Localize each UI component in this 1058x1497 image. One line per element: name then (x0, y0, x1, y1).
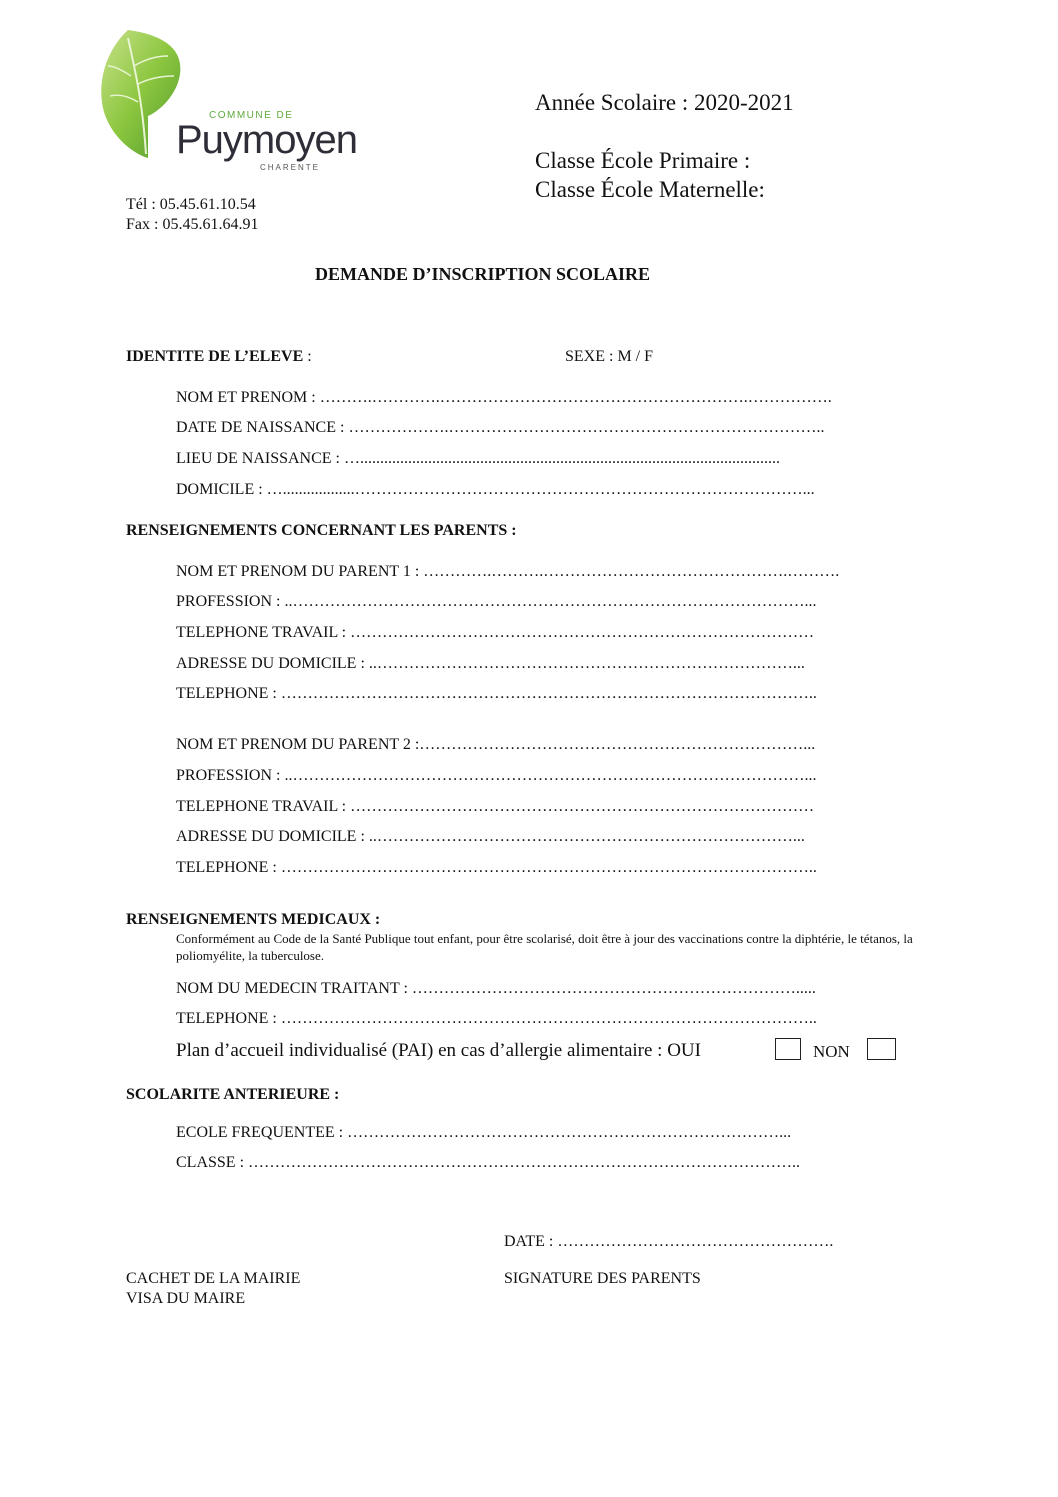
parents-heading: RENSEIGNEMENTS CONCERNANT LES PARENTS : (126, 522, 517, 539)
medical-heading: RENSEIGNEMENTS MEDICAUX : (126, 911, 381, 928)
pai-non-checkbox[interactable] (867, 1038, 896, 1060)
identite-heading-line (126, 348, 312, 366)
signature-parents: SIGNATURE DES PARENTS (504, 1270, 701, 1287)
cachet-mairie: CACHET DE LA MAIRIE (126, 1270, 301, 1287)
ecole-frequentee-field: ECOLE FREQUENTEE : ………………………………………………………………………... (176, 1124, 792, 1141)
classe-maternelle: Classe École Maternelle: (535, 177, 765, 202)
commune-logo (98, 26, 370, 176)
parent1-nom-field: NOM ET PRENOM DU PARENT 1 : ………….……….……………………………………….………. (176, 563, 840, 580)
parent2-tel-travail-field: TELEPHONE TRAVAIL : …………………………………………………………………………… (176, 798, 815, 815)
sexe-field: SEXE : M / F (565, 348, 654, 365)
parent1-telephone-field: TELEPHONE : ……………………………………………………………………………………….. (176, 685, 817, 702)
classe-primaire: Classe École Primaire : (535, 148, 751, 173)
medecin-field: NOM DU MEDECIN TRAITANT : ………………………………………………………………..... (176, 980, 816, 997)
domicile-field: DOMICILE : …..................…………………………………………………………………………... (176, 481, 815, 498)
scolarite-heading: SCOLARITE ANTERIEURE : (126, 1086, 340, 1103)
classe-field: CLASSE : ………………………………………………………………………………………….. (176, 1154, 801, 1171)
pai-question: Plan d’accueil individualisé (PAI) en cas d’allergie alimentaire : OUI (176, 1040, 701, 1061)
parent2-adresse-field: ADRESSE DU DOMICILE : ..……………………………………………………………………... (176, 828, 805, 845)
parent2-nom-field: NOM ET PRENOM DU PARENT 2 :………………………………………………………………... (176, 736, 816, 753)
parent1-tel-travail-field: TELEPHONE TRAVAIL : …………………………………………………………………………… (176, 624, 815, 641)
annee-scolaire: Année Scolaire : 2020-2021 (535, 90, 794, 115)
identite-heading: IDENTITE DE L’ELEVE (126, 348, 304, 365)
visa-maire: VISA DU MAIRE (126, 1290, 246, 1307)
logo-commune-de: COMMUNE DE (209, 110, 294, 121)
date-naissance-field: DATE DE NAISSANCE : ……………….…………………………………………………………….. (176, 419, 825, 436)
logo-region: CHARENTE (260, 163, 321, 172)
parent1-adresse-field: ADRESSE DU DOMICILE : ..……………………………………………………………………... (176, 655, 805, 672)
logo-name: Puymoyen (176, 118, 357, 162)
pai-non-label: NON (813, 1042, 850, 1061)
identite-colon: : (303, 348, 312, 365)
medical-note: Conformément au Code de la Santé Publique tout enfant, pour être scolarisé, doit être à jour des vaccinations contre la diphtérie, le tétanos, la poliomyélite, la tuberculose. (176, 931, 913, 963)
lieu-naissance-field: LIEU DE NAISSANCE : …......................................................................................................... (176, 450, 780, 467)
contact-tel: Tél : 05.45.61.10.54 (126, 196, 256, 213)
parent1-profession-field: PROFESSION : ..……………………………………………………………………………………... (176, 593, 817, 610)
pai-oui-checkbox[interactable] (775, 1038, 801, 1060)
date-field: DATE : ……………………………………………. (504, 1233, 834, 1250)
parent2-telephone-field: TELEPHONE : ……………………………………………………………………………………….. (176, 859, 817, 876)
parent2-profession-field: PROFESSION : ..……………………………………………………………………………………... (176, 767, 817, 784)
medecin-telephone-field: TELEPHONE : ……………………………………………………………………………………….. (176, 1010, 817, 1027)
page-title: DEMANDE D’INSCRIPTION SCOLAIRE (315, 264, 651, 284)
nom-prenom-field: NOM ET PRENOM : ……….………….………………………………………………….……………. (176, 389, 832, 406)
contact-fax: Fax : 05.45.61.64.91 (126, 216, 259, 233)
